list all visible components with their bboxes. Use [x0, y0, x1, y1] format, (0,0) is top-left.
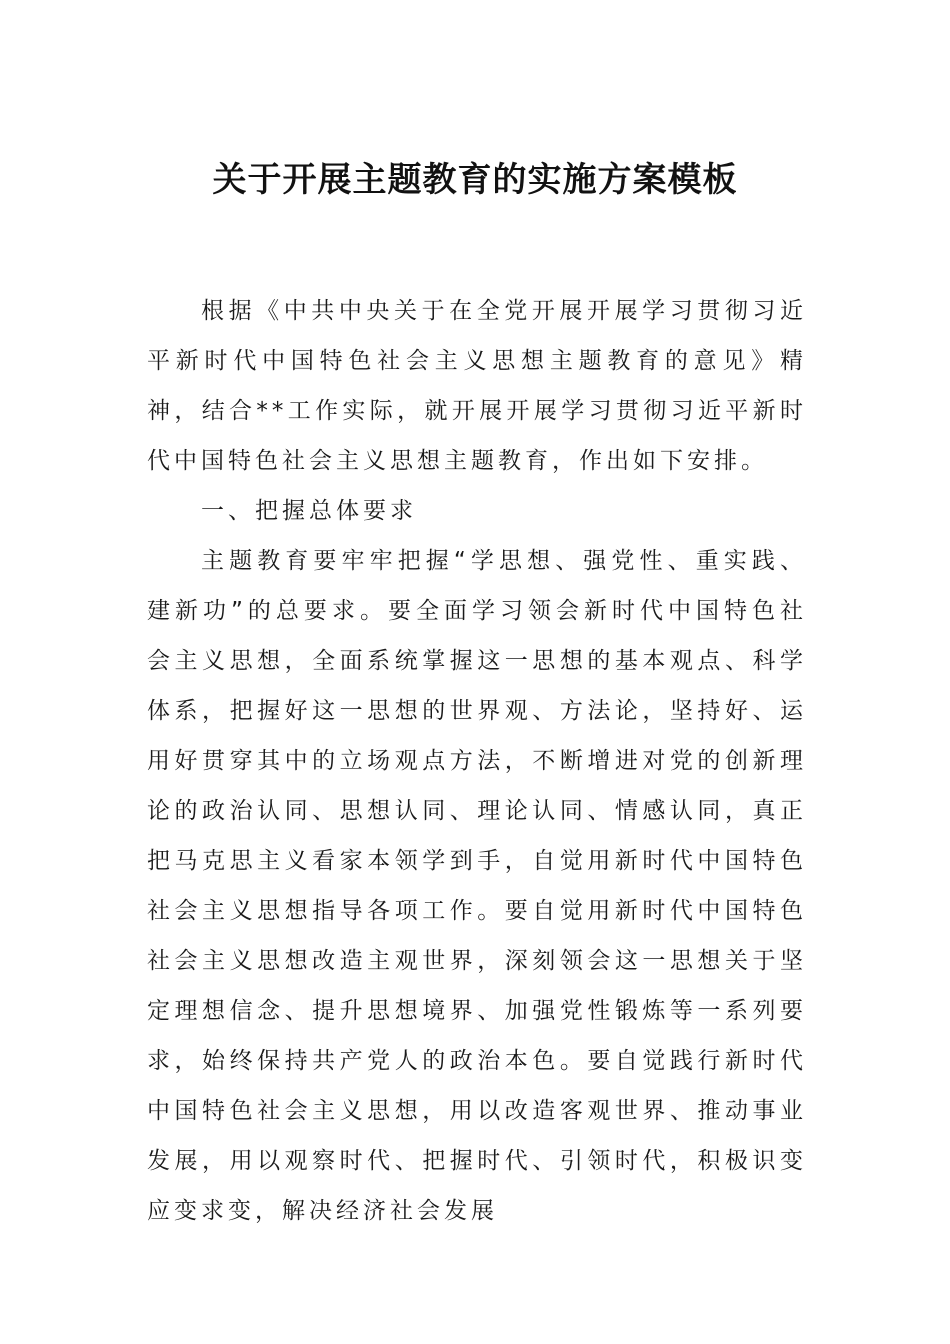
paragraph-intro: 根据《中共中央关于在全党开展开展学习贯彻习近平新时代中国特色社会主义思想主题教育的意见》精神，结合**工作实际，就开展开展学习贯彻习近平新时代中国特色社会主义思想主题教育，作出如下安排。	[147, 298, 807, 474]
document-title: 关于开展主题教育的实施方案模板	[212, 160, 738, 200]
document-body	[147, 286, 807, 1236]
section-heading-1: 一、把握总体要求	[201, 498, 417, 524]
paragraph-requirements: 主题教育要牢牢把握“学思想、强党性、重实践、建新功”的总要求。要全面学习领会新时代中国特色社会主义思想，全面系统掌握这一思想的基本观点、科学体系，把握好这一思想的世界观、方法论，坚持好、运用好贯穿其中的立场观点方法，不断增进对党的创新理论的政治认同、思想认同、理论认同、情感认同，真正把马克思主义看家本领学到手，自觉用新时代中国特色社会主义思想指导各项工作。要自觉用新时代中国特色社会主义思想改造主观世界，深刻领会这一思想关于坚定理想信念、提升思想境界、加强党性锻炼等一系列要求，始终保持共产党人的政治本色。要自觉践行新时代中国特色社会主义思想，用以改造客观世界、推动事业发展，用以观察时代、把握时代、引领时代，积极识变应变求变，解决经济社会发展	[147, 548, 807, 1224]
